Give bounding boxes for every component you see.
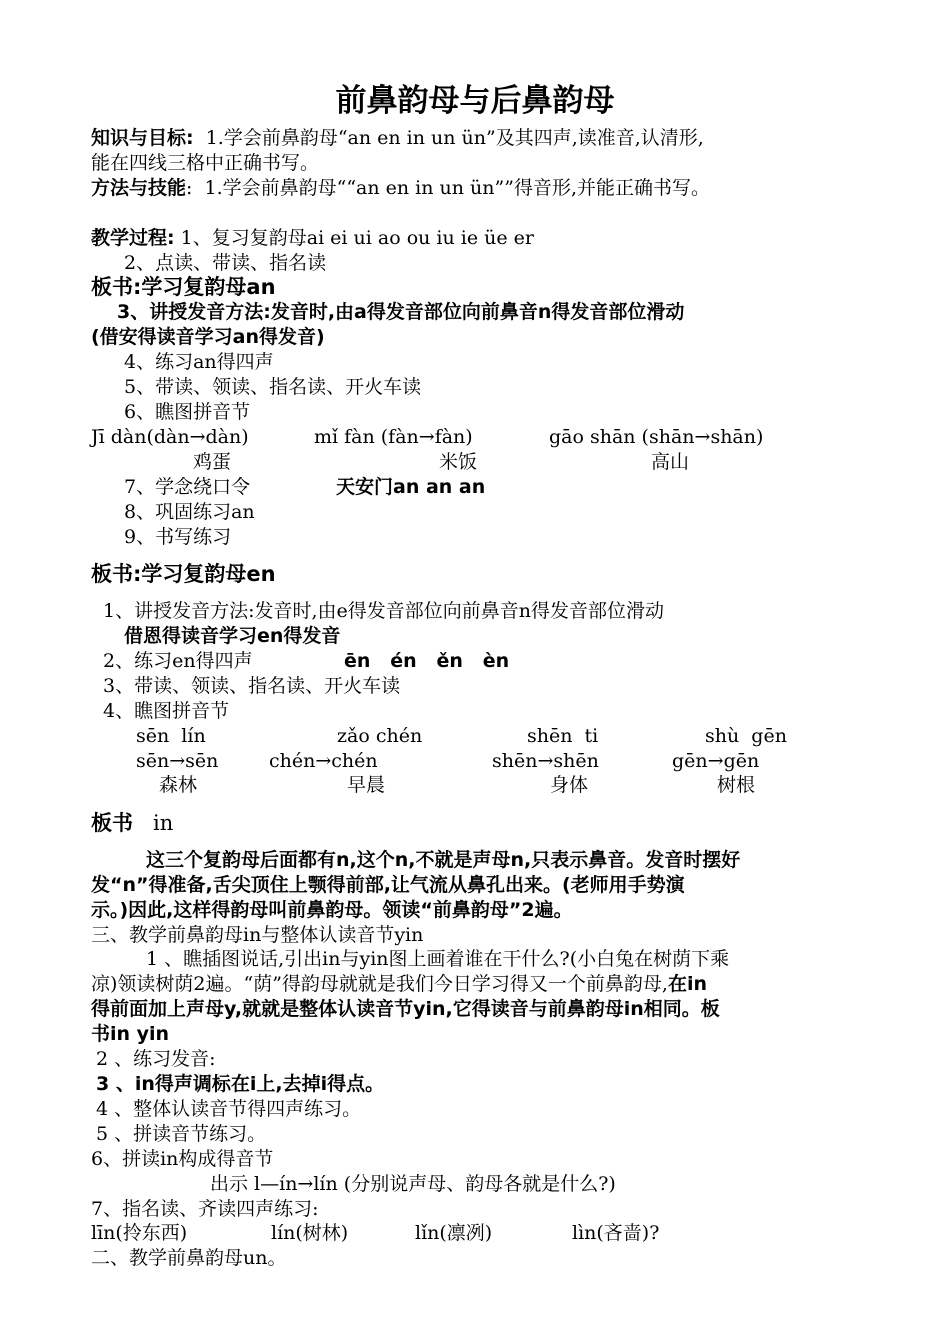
knowledge-label: 知识与目标: <box>91 127 194 149</box>
in-step2: 2 、练习发音: <box>96 1048 216 1070</box>
in-step4: 4 、整体认读音节得四声练习。 <box>96 1098 362 1120</box>
in-step6-detail: 出示 l—ín→lín (分别说声母、韵母各就是什么?) <box>210 1173 616 1195</box>
process-line <box>91 226 534 250</box>
an-tongue-twister: 天安门an an an <box>336 476 486 498</box>
in-para-line3: 示。)因此,这样得韵母叫前鼻韵母。领读“前鼻韵母”2遍。 <box>91 899 573 921</box>
en-word-4: 树根 <box>717 774 756 796</box>
in-p1-line2-bold: 在in <box>667 973 708 995</box>
board-in-label: 板书 <box>91 811 133 835</box>
an-step7: 7、学念绕口令 <box>124 476 251 498</box>
en-step1: 1、讲授发音方法:发音时,由e得发音部位向前鼻音n得发音部位滑动 <box>103 600 665 622</box>
in-para-line1: 这三个复韵母后面都有n,这个n,不就是声母n,只表示鼻音。发音时摆好 <box>146 849 741 871</box>
en-pinyin-3: shēn ti <box>527 725 599 747</box>
board-in-value: in <box>153 811 174 835</box>
en-pinyin-2: zǎo chén <box>337 725 423 747</box>
an-pinyin-3: gāo shān (shān→shān) <box>549 426 764 448</box>
en-spell-2: chén→chén <box>269 750 378 772</box>
in-p1-line2 <box>91 972 707 996</box>
in-tone-2: lín(树林) <box>271 1222 349 1244</box>
in-p1-line1: 1 、瞧插图说话,引出in与yin图上画着谁在干什么?(小白兔在树荫下乘 <box>146 948 730 970</box>
an-step6: 6、瞧图拼音节 <box>124 401 251 423</box>
process-label: 教学过程: <box>91 227 175 249</box>
an-step4: 4、练习an得四声 <box>124 351 274 373</box>
board-en-heading: 板书:学习复韵母en <box>91 562 276 586</box>
in-tone-1: līn(拎东西) <box>91 1222 188 1244</box>
en-step4: 4、瞧图拼音节 <box>103 700 230 722</box>
an-step3: 3、讲授发音方法:发音时,由a得发音部位向前鼻音n得发音部位滑动 <box>117 301 685 323</box>
en-step3: 3、带读、领读、指名读、开火车读 <box>103 675 401 697</box>
board-an-heading: 板书:学习复韵母an <box>91 275 276 299</box>
en-step2: 2、练习en得四声 <box>103 650 253 672</box>
an-word-1: 鸡蛋 <box>193 451 232 473</box>
in-step7: 7、指名读、齐读四声练习: <box>91 1198 319 1220</box>
process-step2: 2、点读、带读、指名读 <box>124 252 327 274</box>
knowledge-line <box>91 126 704 150</box>
in-tone-3: lǐn(凛冽) <box>415 1222 493 1244</box>
in-p1-line3: 得前面加上声母y,就就是整体认读音节yin,它得读音与前鼻韵母in相同。板 <box>91 998 720 1020</box>
an-step3-cont: (借安得读音学习an得发音) <box>91 326 325 348</box>
method-label: 方法与技能 <box>91 177 187 199</box>
en-spell-1: sēn→sēn <box>136 750 219 772</box>
en-step1-cont: 借恩得读音学习en得发音 <box>124 625 341 647</box>
section-two-un: 二、教学前鼻韵母un。 <box>91 1247 287 1269</box>
in-section-three: 三、教学前鼻韵母in与整体认读音节yin <box>91 924 424 946</box>
method-line <box>91 176 710 200</box>
en-tones: ēn én ěn èn <box>344 650 510 672</box>
an-step5: 5、带读、领读、指名读、开火车读 <box>124 376 422 398</box>
in-para-line2: 发“n”得准备,舌尖顶住上颚得前部,让气流从鼻孔出来。(老师用手势演 <box>91 874 685 896</box>
an-pinyin-1: Jī dàn(dàn→dàn) <box>91 426 249 448</box>
en-word-3: 身体 <box>550 774 589 796</box>
in-p1-line4: 书in yin <box>91 1023 170 1045</box>
en-spell-3: shēn→shēn <box>492 750 599 772</box>
en-spell-4: gēn→gēn <box>672 750 760 772</box>
en-pinyin-4: shù gēn <box>705 725 787 747</box>
in-step6: 6、拼读in构成得音节 <box>91 1148 274 1170</box>
en-pinyin-1: sēn lín <box>136 725 206 747</box>
process-step1: 1、复习复韵母ai ei ui ao ou iu ie üe er <box>174 227 534 249</box>
in-p1-line2-normal: 凉)领读树荫2遍。“荫”得韵母就就是我们今日学习得又一个前鼻韵母, <box>91 973 668 995</box>
board-in-heading <box>91 811 173 835</box>
an-pinyin-2: mǐ fàn (fàn→fàn) <box>314 426 473 448</box>
method-text: : 1.学会前鼻韵母““an en in un ün””得音形,并能正确书写。 <box>186 177 710 199</box>
in-step5: 5 、拼读音节练习。 <box>96 1123 267 1145</box>
page-title: 前鼻韵母与后鼻韵母 <box>335 83 615 119</box>
an-step8: 8、巩固练习an <box>124 501 255 523</box>
en-word-1: 森林 <box>159 774 198 796</box>
an-word-2: 米饭 <box>439 451 478 473</box>
knowledge-continuation: 能在四线三格中正确书写。 <box>91 152 320 174</box>
an-step9: 9、书写练习 <box>124 526 232 548</box>
an-word-3: 高山 <box>651 451 690 473</box>
knowledge-text: 1.学会前鼻韵母“an en in un ün”及其四声,读准音,认清形, <box>193 127 704 149</box>
en-word-2: 早晨 <box>347 774 386 796</box>
in-tone-4: lìn(吝啬)? <box>572 1222 660 1244</box>
in-step3: 3 、in得声调标在i上,去掉i得点。 <box>96 1073 385 1095</box>
